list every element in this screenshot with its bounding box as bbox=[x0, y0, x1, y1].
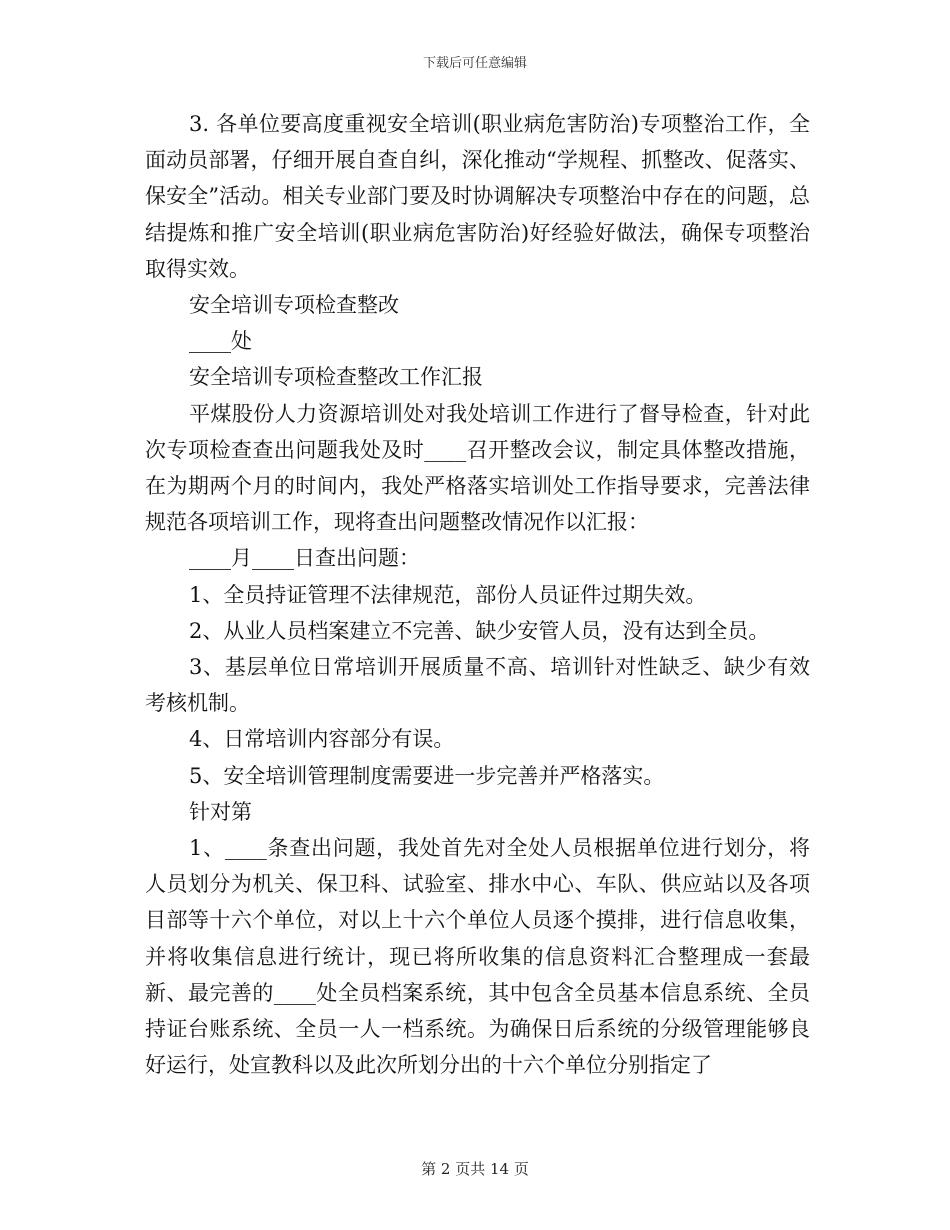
date-problems-found: ____月____日查出问题： bbox=[189, 546, 420, 571]
problem-item-5: 5、安全培训管理制度需要进一步完善并严格落实。 bbox=[189, 763, 665, 788]
problem-item-1: 1、全员持证管理不法律规范，部份人员证件过期失效。 bbox=[189, 582, 707, 607]
response-heading: 针对第 bbox=[189, 799, 252, 824]
page-header: 下载后可任意编辑 bbox=[422, 56, 527, 71]
paragraph-response-1: 1、____条查出问题，我处首先对全处人员根据单位进行划分，将人员划分为机关、保卫科、试验室、排水中心、车队、供应站以及各项目部等十六个单位，对以上十六个单位人员逐个摸排，进行信息收集，并将收集信息进行统计，现已将所收集的信息资料汇合整理成一套最新、最完善的____处全员档案系统，其中包含全员基本信息系统、全员持证台账系统、全员一人一档系统。为确保日后系统的分级管理能够良好运行，处宣教科以及此次所划分出的十六个单位分别指定了 bbox=[145, 836, 810, 1078]
document-body bbox=[145, 106, 810, 1083]
title-inspection-rectification: 安全培训专项检查整改 bbox=[189, 293, 399, 318]
paragraph-report-intro: 平煤股份人力资源培训处对我处培训工作进行了督导检查，针对此次专项检查查出问题我处及时____召开整改会议，制定具体整改措施，在为期两个月的时间内，我处严格落实培训处工作指导要求，完善法律规范各项培训工作，现将查出问题整改情况作以汇报： bbox=[145, 401, 810, 535]
page-footer: 第 2 页共 14 页 bbox=[421, 1160, 529, 1178]
problem-item-3: 3、基层单位日常培训开展质量不高、培训针对性缺乏、缺少有效考核机制。 bbox=[145, 655, 810, 716]
problem-item-4: 4、日常培训内容部分有误。 bbox=[189, 727, 455, 752]
paragraph-rectification-requirement: 3. 各单位要高度重视安全培训(职业病危害防治)专项整治工作，全面动员部署，仔细开展自查自纠，深化推动“学规程、抓整改、促落实、保安全”活动。相关专业部门要及时协调解决专项整治中存在的问题，总结提炼和推广安全培训(职业病危害防治)好经验好做法，确保专项整治取得实效。 bbox=[145, 112, 810, 281]
department-line: ____处 bbox=[189, 329, 252, 354]
problem-item-2: 2、从业人员档案建立不完善、缺少安管人员，没有达到全员。 bbox=[189, 618, 770, 643]
title-work-report: 安全培训专项检查整改工作汇报 bbox=[189, 365, 483, 390]
